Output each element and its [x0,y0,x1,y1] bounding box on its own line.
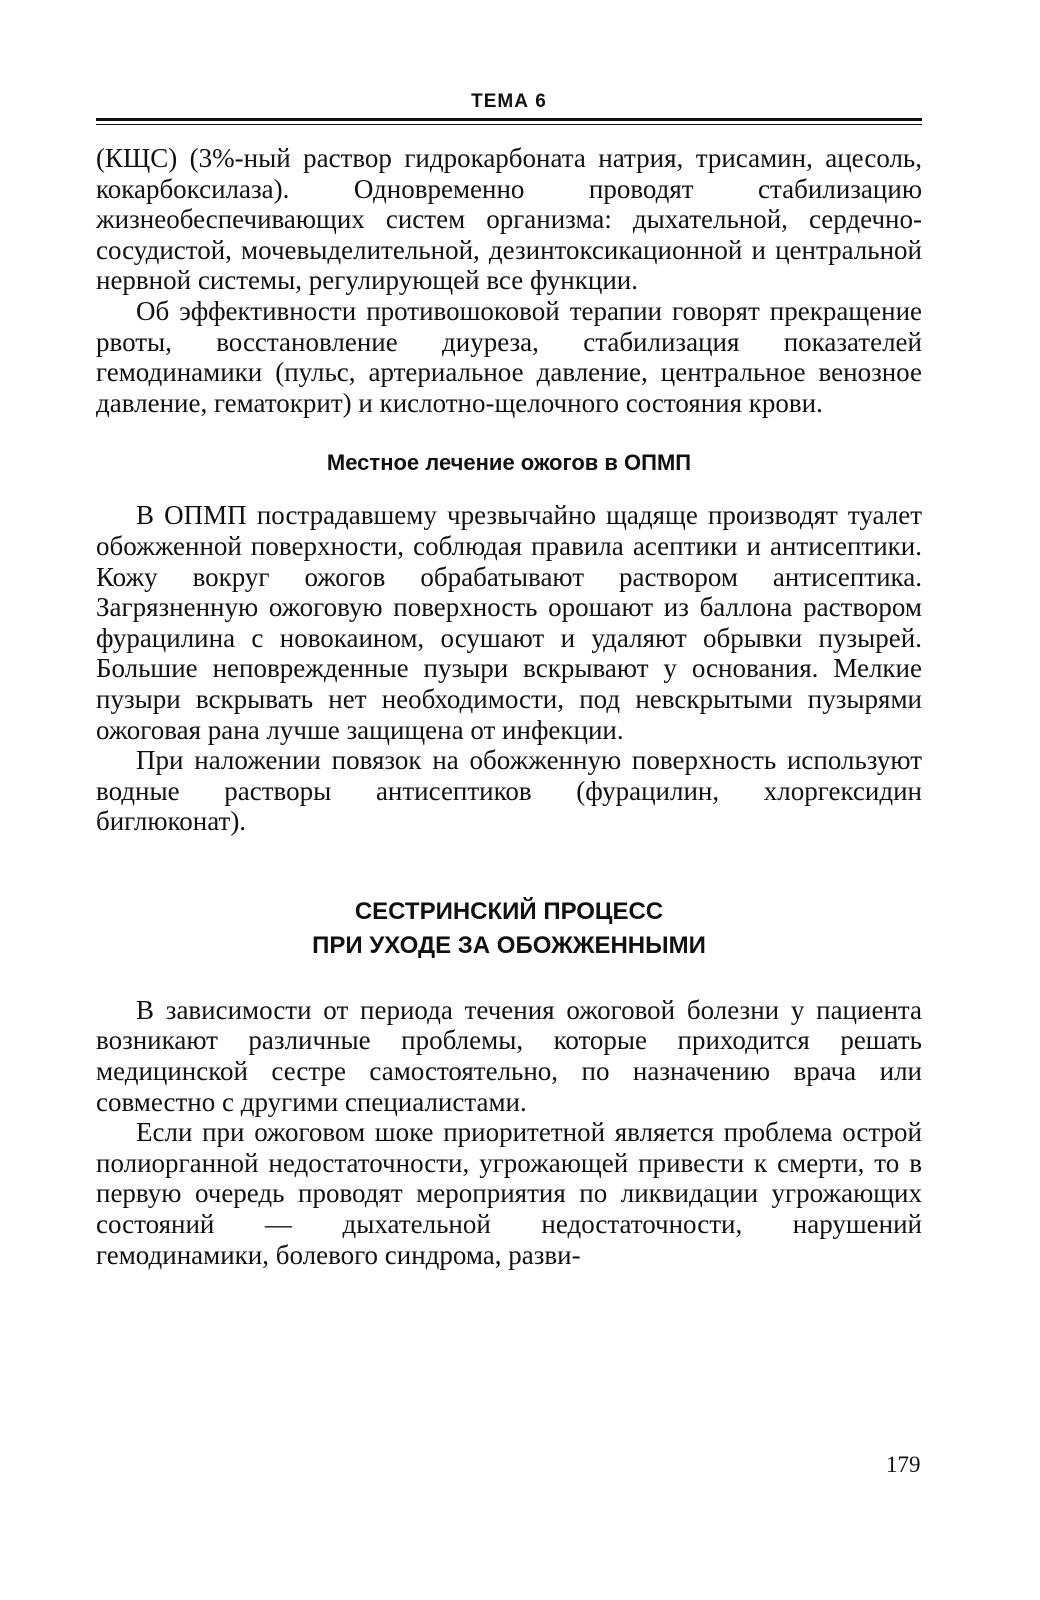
paragraph-effectiveness: Об эффективности противошоковой терапии говорят прекращение рвоты, восстановление диуреза, стабилизация показателей гемодинамики (пульс, артериальное давление, центральное венозное давление, гематокрит) и кислотно-щелочного состояния крови. [96,295,922,418]
header-rule [96,118,922,125]
section-heading-line-2: ПРИ УХОДЕ ЗА ОБОЖЖЕННЫМИ [312,931,706,959]
book-page [96,90,922,1270]
paragraph-patient-problems: В зависимости от периода течения ожоговой болезни у пациента возникают различные проблемы, которые приходится решать медицинской сестре самостоятельно, по назначению врача или совместно с другими специалистами. [96,994,922,1117]
page-number: 179 [886,1452,921,1477]
section-heading-line-1: СЕСТРИНСКИЙ ПРОЦЕСС [354,897,664,925]
paragraph-continued: (КЩС) (3%-ный раствор гидрокарбоната натрия, трисамин, ацесоль, кокарбоксилаза). Одновременно проводят стабилизацию жизнеобеспечивающих систем организма: дыхательной, сердечно-сосудистой, мочевыделительной, дезинтоксикационной и центральной нервной системы, регулирующей все функции. [96,143,922,296]
paragraph-dressings: При наложении повязок на обожженную поверхность используют водные растворы антисептиков (фурацилин, хлоргексидин биглюконат). [96,745,922,837]
subheading-local-treatment: Местное лечение ожогов в ОПМП [326,450,692,476]
running-title: ТЕМА 6 [471,91,547,112]
paragraph-wound-toilet: В ОПМП пострадавшему чрезвычайно щадяще производят туалет обожженной поверхности, соблюдая правила асептики и антисептики. Кожу вокруг ожогов обрабатывают раствором антисептика. Загрязненную ожоговую поверхность орошают из баллона раствором фурацилина с новокаином, осушают и удаляют обрывки пузырей. Большие неповрежденные пузыри вскрывают у основания. Мелкие пузыри вскрывать нет необходимости, под невскрытыми пузырями ожоговая рана лучше защищена от инфекции. [96,500,922,745]
section-heading [96,895,922,963]
paragraph-burn-shock: Если при ожоговом шоке приоритетной является проблема острой полиорганной недостаточности, угрожающей привести к смерти, то в первую очередь проводят мероприятия по ликвидации угрожающих состояний — дыхательной недостаточности, нарушений гемодинамики, болевого синдрома, разви- [96,1117,922,1270]
